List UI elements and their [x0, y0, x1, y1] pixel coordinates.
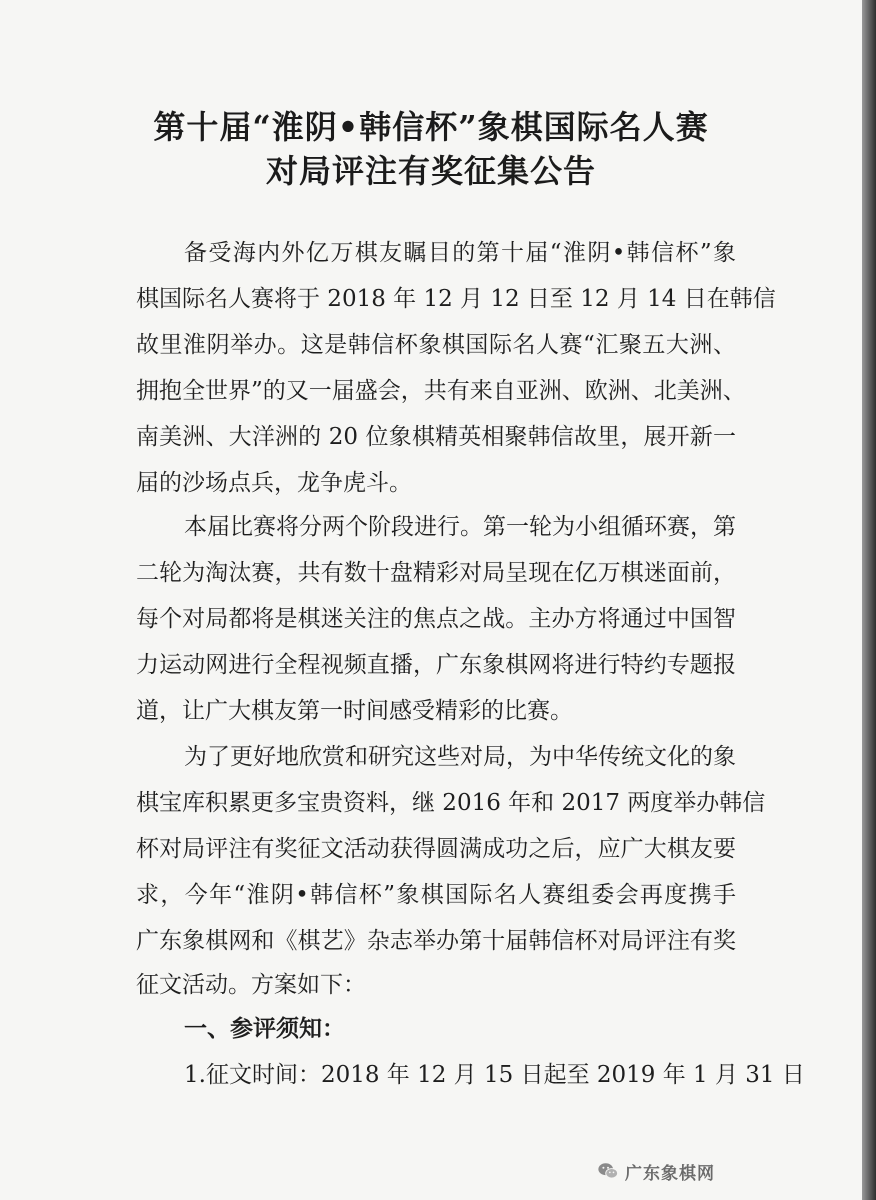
document-title-line2: 对局评注有奖征集公告 — [265, 152, 596, 190]
paragraph-2-line-4: 力运动网进行全程视频直播，广东象棋网将进行特约专题报 — [136, 652, 736, 678]
paragraph-3-line-4: 求，今年“淮阴•韩信杯”象棋国际名人赛组委会再度携手 — [136, 882, 736, 908]
paragraph-1-line-3: 故里淮阴举办。这是韩信杯象棋国际名人赛“汇聚五大洲、 — [136, 332, 736, 358]
paragraph-1-line-1: 备受海内外亿万棋友瞩目的第十届“淮阴•韩信杯”象 — [184, 240, 736, 266]
watermark-text: 广东象棋网 — [625, 1163, 715, 1184]
paragraph-1-line-5: 南美洲、大洋洲的 20 位象棋精英相聚韩信故里，展开新一 — [136, 424, 736, 450]
paragraph-2-line-2: 二轮为淘汰赛，共有数十盘精彩对局呈现在亿万棋迷面前， — [136, 560, 736, 586]
paragraph-3-line-6: 征文活动。方案如下： — [136, 972, 366, 998]
paragraph-1-line-6: 届的沙场点兵，龙争虎斗。 — [136, 470, 412, 496]
section-heading: 一、参评须知： — [184, 1015, 345, 1042]
paragraph-2-line-5: 道，让广大棋友第一时间感受精彩的比赛。 — [136, 698, 573, 724]
paragraph-2-line-1: 本届比赛将分两个阶段进行。第一轮为小组循环赛，第 — [184, 514, 736, 540]
paragraph-3-line-2: 棋宝库积累更多宝贵资料，继 2016 年和 2017 两度举办韩信 — [136, 790, 766, 816]
paragraph-1-line-2: 棋国际名人赛将于 2018 年 12 月 12 日至 12 月 14 日在韩信 — [136, 286, 776, 312]
paragraph-3-line-3: 杯对局评注有奖征文活动获得圆满成功之后，应广大棋友要 — [136, 836, 736, 862]
paragraph-3-line-1: 为了更好地欣赏和研究这些对局，为中华传统文化的象 — [184, 744, 736, 770]
paragraph-3-line-5: 广东象棋网和《棋艺》杂志举办第十届韩信杯对局评注有奖 — [136, 928, 736, 954]
page-edge-shadow — [862, 0, 876, 1200]
wechat-icon — [597, 1160, 619, 1182]
paragraph-1-line-4: 拥抱全世界”的又一届盛会，共有来自亚洲、欧洲、北美洲、 — [136, 378, 746, 404]
watermark-logo — [597, 1158, 715, 1184]
document-title-line1: 第十届“淮阴•韩信杯”象棋国际名人赛 — [153, 108, 709, 146]
item-1-line: 1.征文时间：2018 年 12 月 15 日起至 2019 年 1 月 31 日 — [184, 1062, 805, 1088]
paragraph-2-line-3: 每个对局都将是棋迷关注的焦点之战。主办方将通过中国智 — [136, 606, 736, 632]
